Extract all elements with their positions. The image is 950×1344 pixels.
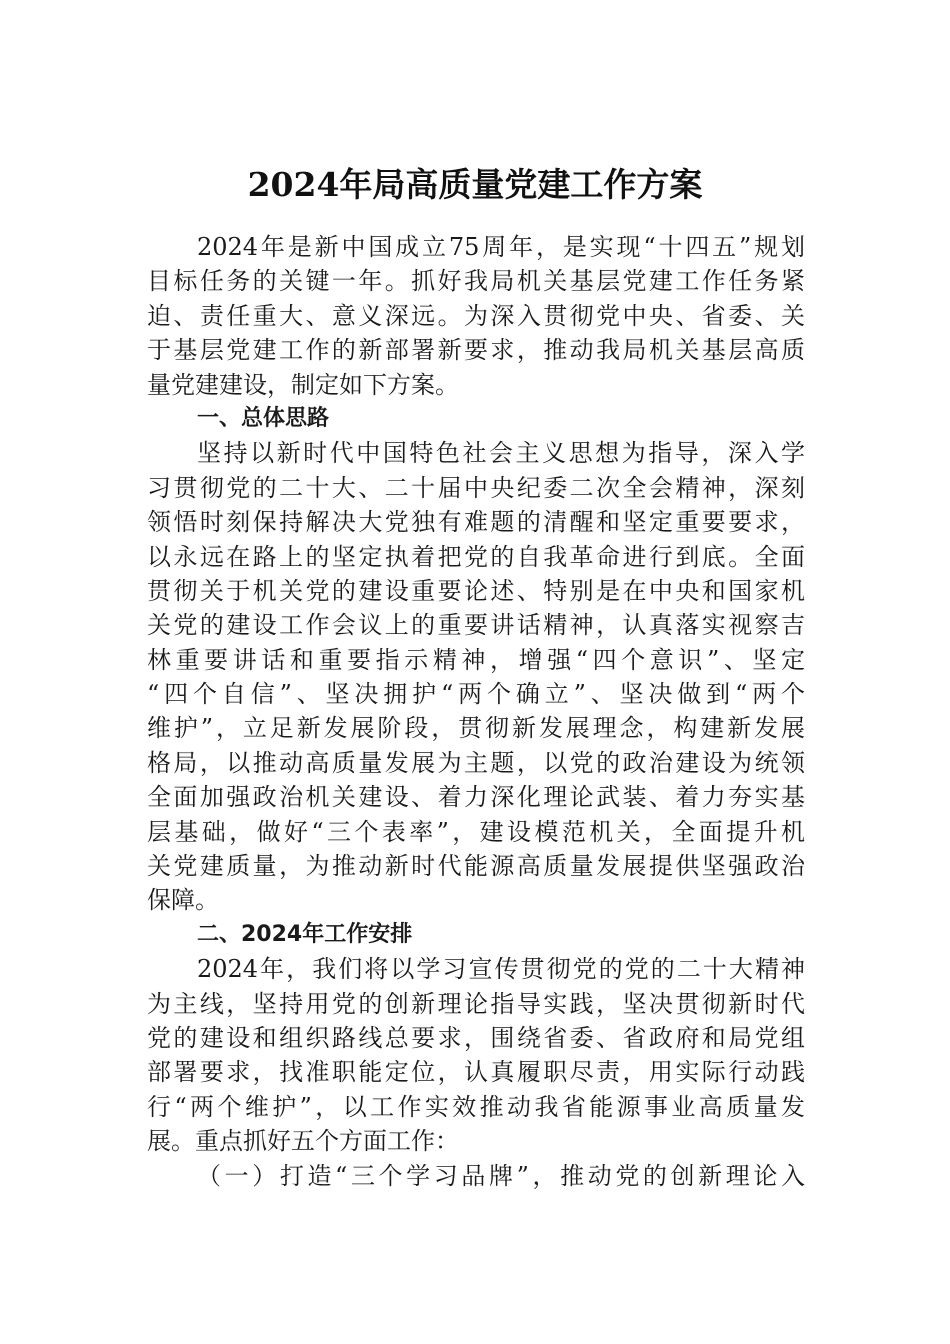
section-heading: 一、总体思路 [197, 405, 330, 431]
text-line: 于基层党建工作的新部署新要求，推动我局机关基层高质 [147, 336, 805, 365]
text-line: 以永远在路上的坚定执着把党的自我革命进行到底。全面 [147, 542, 805, 571]
section-heading: 二、2024年工作安排 [197, 921, 413, 947]
text-line: 迫、责任重大、意义深远。为深入贯彻党中央、省委、关 [147, 301, 805, 330]
document-body [147, 230, 805, 1193]
text-line: 目标任务的关键一年。抓好我局机关基层党建工作任务紧 [147, 267, 805, 296]
text-line: 林重要讲话和重要指示精神，增强“四个意识”、坚定 [147, 645, 805, 674]
text-line: 坚持以新时代中国特色社会主义思想为指导，深入学 [197, 439, 805, 468]
text-line: 格局，以推动高质量发展为主题，以党的政治建设为统领 [147, 748, 805, 777]
text-line: 习贯彻党的二十大、二十届中央纪委二次全会精神，深刻 [147, 473, 805, 502]
text-line: 贯彻关于机关党的建设重要论述、特别是在中央和国家机 [147, 576, 805, 605]
text-line: 全面加强政治机关建设、着力深化理论武装、着力夯实基 [147, 783, 805, 812]
text-line: 为主线，坚持用党的创新理论指导实践，坚决贯彻新时代 [147, 989, 805, 1018]
text-line: “四个自信”、坚决拥护“两个确立”、坚决做到“两个 [147, 680, 805, 709]
text-line: 关党建质量，为推动新时代能源高质量发展提供坚强政治 [147, 852, 805, 881]
text-line: （一）打造“三个学习品牌”，推动党的创新理论入 [197, 1161, 805, 1190]
text-line: 关党的建设工作会议上的重要讲话精神，认真落实视察吉 [147, 611, 805, 640]
text-line: 展。重点抓好五个方面工作： [147, 1127, 459, 1156]
text-line: 领悟时刻保持解决大党独有难题的清醒和坚定重要要求， [147, 508, 805, 537]
text-line: 2024年是新中国成立75周年，是实现“十四五”规划 [197, 233, 805, 261]
text-line: 层基础，做好“三个表率”，建设模范机关，全面提升机 [147, 817, 805, 846]
text-line: 量党建建设，制定如下方案。 [147, 370, 459, 399]
text-line: 2024年，我们将以学习宣传贯彻党的党的二十大精神 [197, 955, 805, 984]
page-title: 2024年局高质量党建工作方案 [247, 165, 703, 204]
text-line: 部署要求，找准职能定位，认真履职尽责，用实际行动践 [147, 1058, 805, 1087]
text-line: 行“两个维护”，以工作实效推动我省能源事业高质量发 [147, 1092, 805, 1121]
text-line: 保障。 [147, 886, 219, 915]
text-line: 维护”，立足新发展阶段，贯彻新发展理念，构建新发展 [147, 714, 805, 743]
text-line: 党的建设和组织路线总要求，围绕省委、省政府和局党组 [147, 1023, 805, 1052]
